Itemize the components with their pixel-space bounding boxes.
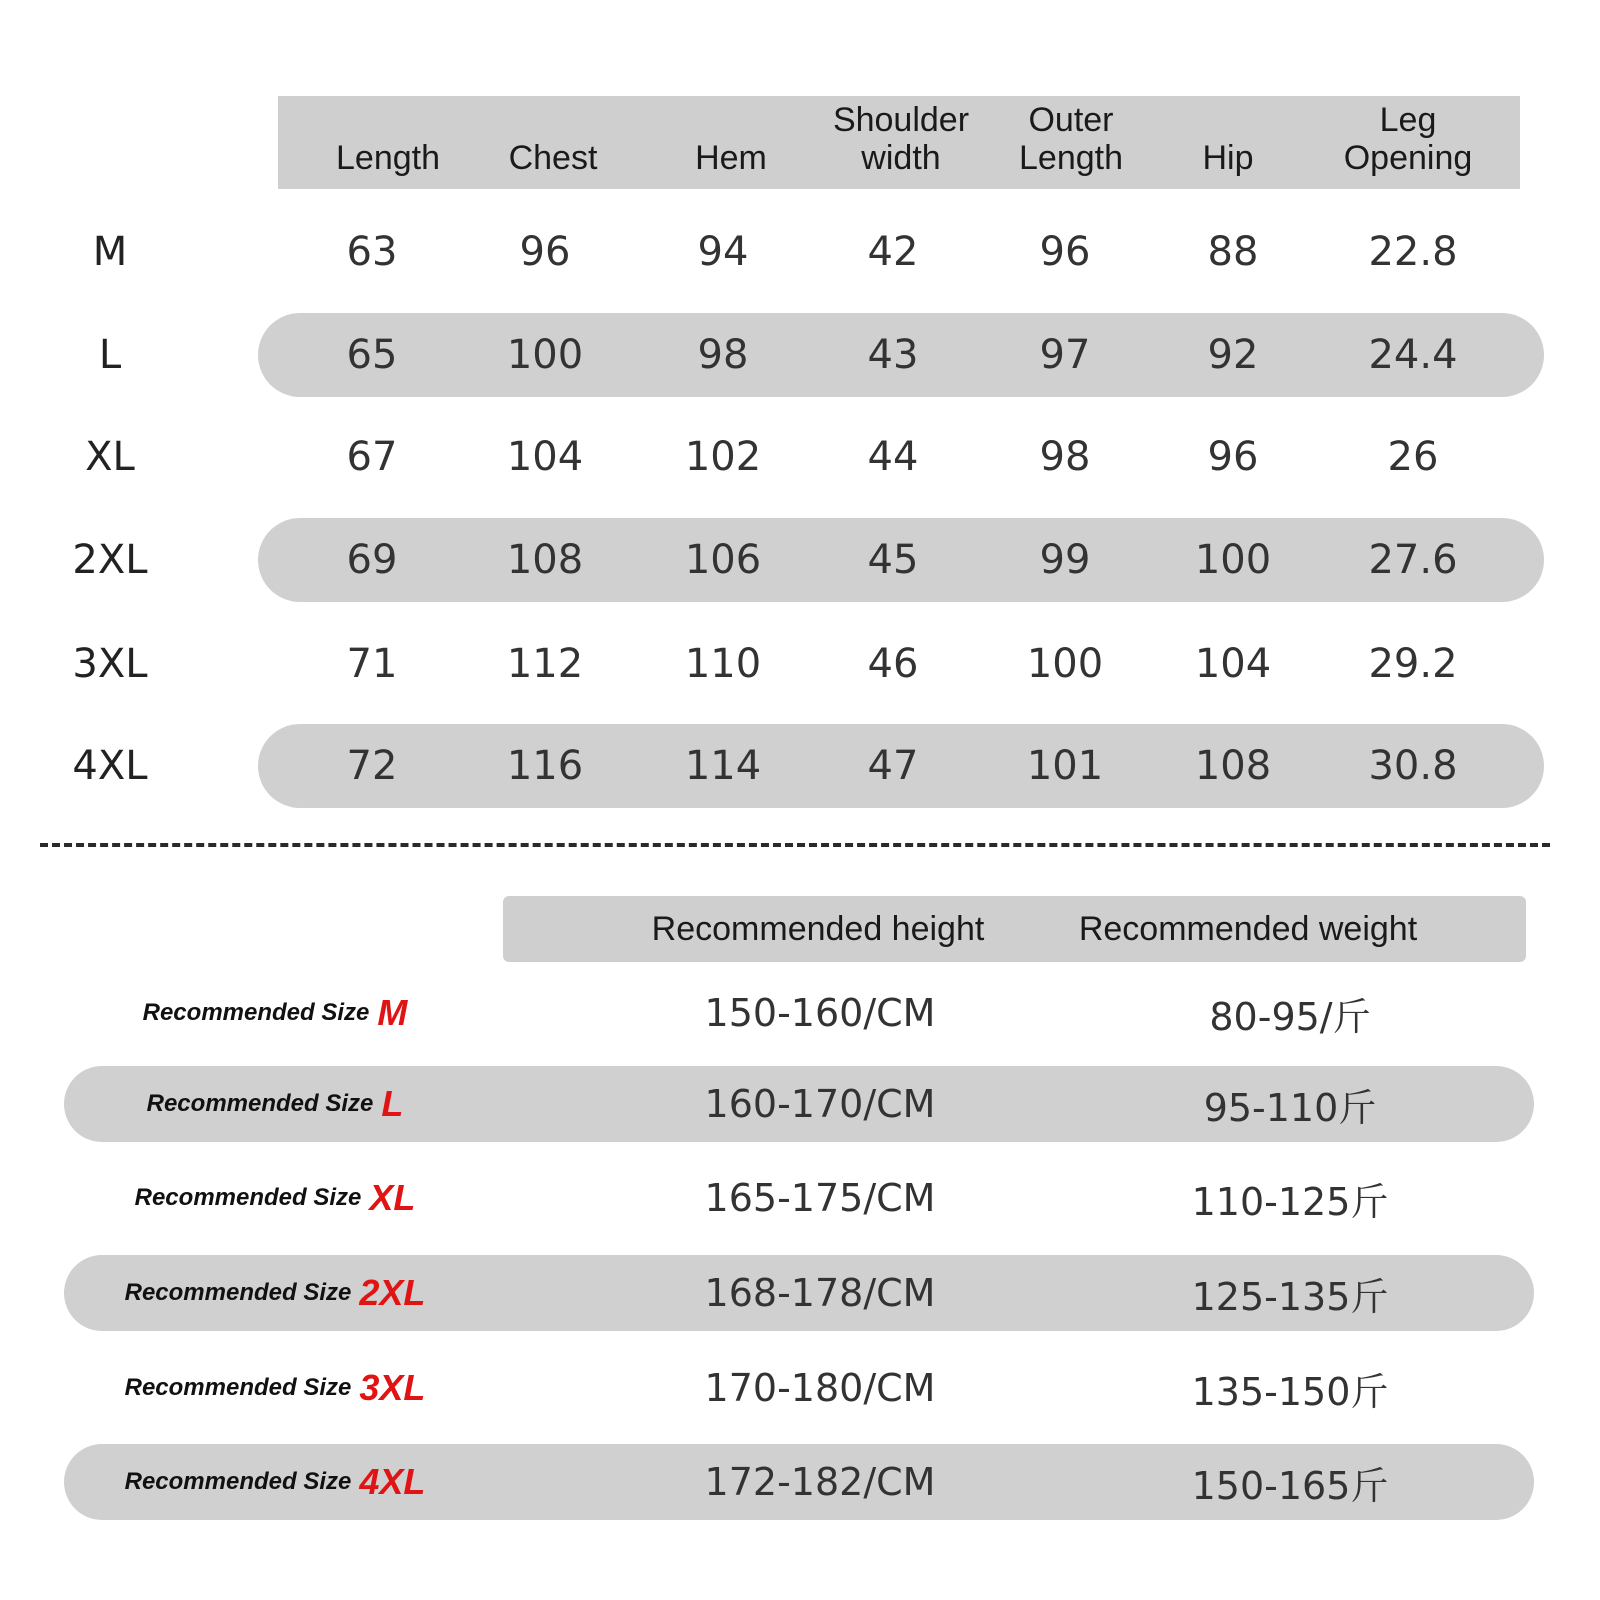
recommended-size-prefix: Recommended Size bbox=[124, 1468, 352, 1495]
table-row bbox=[0, 313, 1600, 397]
table-cell: 24.4 bbox=[1368, 332, 1458, 378]
recommended-size-label bbox=[90, 1160, 460, 1236]
table-cell: 94 bbox=[697, 229, 749, 275]
recommended-size-label bbox=[90, 1255, 460, 1331]
table-cell: 108 bbox=[506, 537, 584, 583]
recommended-size-value: 4XL bbox=[359, 1461, 426, 1502]
recommended-size-prefix: Recommended Size bbox=[134, 1184, 362, 1211]
table-cell: 43 bbox=[867, 332, 919, 378]
recommended-size-value: M bbox=[377, 992, 408, 1033]
recommendation-row bbox=[0, 1444, 1600, 1520]
col-header-length: Length bbox=[336, 139, 440, 177]
recommendation-row bbox=[0, 1160, 1600, 1236]
recommended-height-cell: 168-178/CM bbox=[704, 1271, 936, 1315]
table-row bbox=[0, 724, 1600, 808]
table-cell: 65 bbox=[346, 332, 398, 378]
table-cell: 47 bbox=[867, 743, 919, 789]
table-cell: 26 bbox=[1387, 434, 1439, 480]
col-header-recommended-height: Recommended height bbox=[651, 909, 985, 948]
table-cell: 45 bbox=[867, 537, 919, 583]
table-cell: 22.8 bbox=[1368, 229, 1458, 275]
col-header-shoulder-width: Shoulder width bbox=[832, 101, 970, 177]
recommended-size-value: 2XL bbox=[359, 1272, 426, 1313]
table-cell: 72 bbox=[346, 743, 398, 789]
table-cell: 100 bbox=[506, 332, 584, 378]
table-cell: 63 bbox=[346, 229, 398, 275]
table-cell: 96 bbox=[519, 229, 571, 275]
table-cell: 106 bbox=[684, 537, 762, 583]
table-cell: 88 bbox=[1207, 229, 1259, 275]
table-cell: 98 bbox=[1039, 434, 1091, 480]
table-cell: 67 bbox=[346, 434, 398, 480]
col-header-hem: Hem bbox=[695, 139, 767, 177]
size-chart-header bbox=[278, 96, 1520, 189]
table-cell: 69 bbox=[346, 537, 398, 583]
col-header-chest: Chest bbox=[508, 139, 598, 177]
table-cell: 108 bbox=[1194, 743, 1272, 789]
recommended-size-value: 3XL bbox=[359, 1367, 426, 1408]
size-label: 4XL bbox=[72, 743, 148, 789]
size-label: M bbox=[92, 229, 128, 275]
recommended-size-prefix: Recommended Size bbox=[124, 1374, 352, 1401]
recommendation-row bbox=[0, 1350, 1600, 1426]
recommendation-row bbox=[0, 1255, 1600, 1331]
recommended-size-label bbox=[90, 1350, 460, 1426]
table-row bbox=[0, 210, 1600, 294]
table-cell: 92 bbox=[1207, 332, 1259, 378]
table-cell: 97 bbox=[1039, 332, 1091, 378]
recommended-weight-cell: 95-110斤 bbox=[1203, 1085, 1377, 1130]
recommended-height-cell: 150-160/CM bbox=[704, 991, 936, 1035]
size-label: XL bbox=[85, 434, 135, 480]
table-cell: 42 bbox=[867, 229, 919, 275]
recommended-weight-cell: 125-135斤 bbox=[1191, 1274, 1389, 1319]
table-cell: 27.6 bbox=[1368, 537, 1458, 583]
table-cell: 114 bbox=[684, 743, 762, 789]
recommended-height-cell: 160-170/CM bbox=[704, 1082, 936, 1126]
table-cell: 29.2 bbox=[1368, 641, 1458, 687]
table-cell: 101 bbox=[1026, 743, 1104, 789]
recommended-size-prefix: Recommended Size bbox=[146, 1090, 374, 1117]
table-cell: 100 bbox=[1026, 641, 1104, 687]
col-header-outer-length: Outer Length bbox=[1019, 101, 1123, 177]
recommended-weight-cell: 150-165斤 bbox=[1191, 1463, 1389, 1508]
recommendation-row bbox=[0, 975, 1600, 1051]
table-cell: 104 bbox=[506, 434, 584, 480]
recommendation-header bbox=[503, 896, 1526, 962]
recommended-weight-cell: 110-125斤 bbox=[1191, 1179, 1389, 1224]
recommended-size-value: L bbox=[381, 1083, 404, 1124]
col-header-leg-opening: Leg Opening bbox=[1343, 101, 1473, 177]
table-cell: 96 bbox=[1207, 434, 1259, 480]
table-cell: 98 bbox=[697, 332, 749, 378]
col-header-hip: Hip bbox=[1202, 139, 1254, 177]
recommended-size-label bbox=[90, 1066, 460, 1142]
recommended-weight-cell: 135-150斤 bbox=[1191, 1369, 1389, 1414]
table-row bbox=[0, 622, 1600, 706]
recommended-size-prefix: Recommended Size bbox=[142, 999, 370, 1026]
recommended-height-cell: 170-180/CM bbox=[704, 1366, 936, 1410]
table-cell: 71 bbox=[346, 641, 398, 687]
table-cell: 99 bbox=[1039, 537, 1091, 583]
recommended-size-label bbox=[90, 975, 460, 1051]
table-cell: 104 bbox=[1194, 641, 1272, 687]
col-header-recommended-weight: Recommended weight bbox=[1078, 909, 1418, 948]
table-row bbox=[0, 518, 1600, 602]
size-label: 2XL bbox=[72, 537, 148, 583]
table-cell: 112 bbox=[506, 641, 584, 687]
recommended-height-cell: 172-182/CM bbox=[704, 1460, 936, 1504]
recommended-size-prefix: Recommended Size bbox=[124, 1279, 352, 1306]
table-cell: 44 bbox=[867, 434, 919, 480]
table-cell: 46 bbox=[867, 641, 919, 687]
recommendation-row bbox=[0, 1066, 1600, 1142]
table-row bbox=[0, 415, 1600, 499]
table-cell: 100 bbox=[1194, 537, 1272, 583]
recommended-size-value: XL bbox=[369, 1177, 416, 1218]
table-cell: 116 bbox=[506, 743, 584, 789]
recommended-height-cell: 165-175/CM bbox=[704, 1176, 936, 1220]
size-label: 3XL bbox=[72, 641, 148, 687]
table-cell: 30.8 bbox=[1368, 743, 1458, 789]
table-cell: 96 bbox=[1039, 229, 1091, 275]
dashed-divider bbox=[40, 843, 1550, 847]
recommended-size-label bbox=[90, 1444, 460, 1520]
table-cell: 110 bbox=[684, 641, 762, 687]
table-cell: 102 bbox=[684, 434, 762, 480]
recommended-weight-cell: 80-95/斤 bbox=[1209, 994, 1371, 1039]
size-label: L bbox=[98, 332, 122, 378]
